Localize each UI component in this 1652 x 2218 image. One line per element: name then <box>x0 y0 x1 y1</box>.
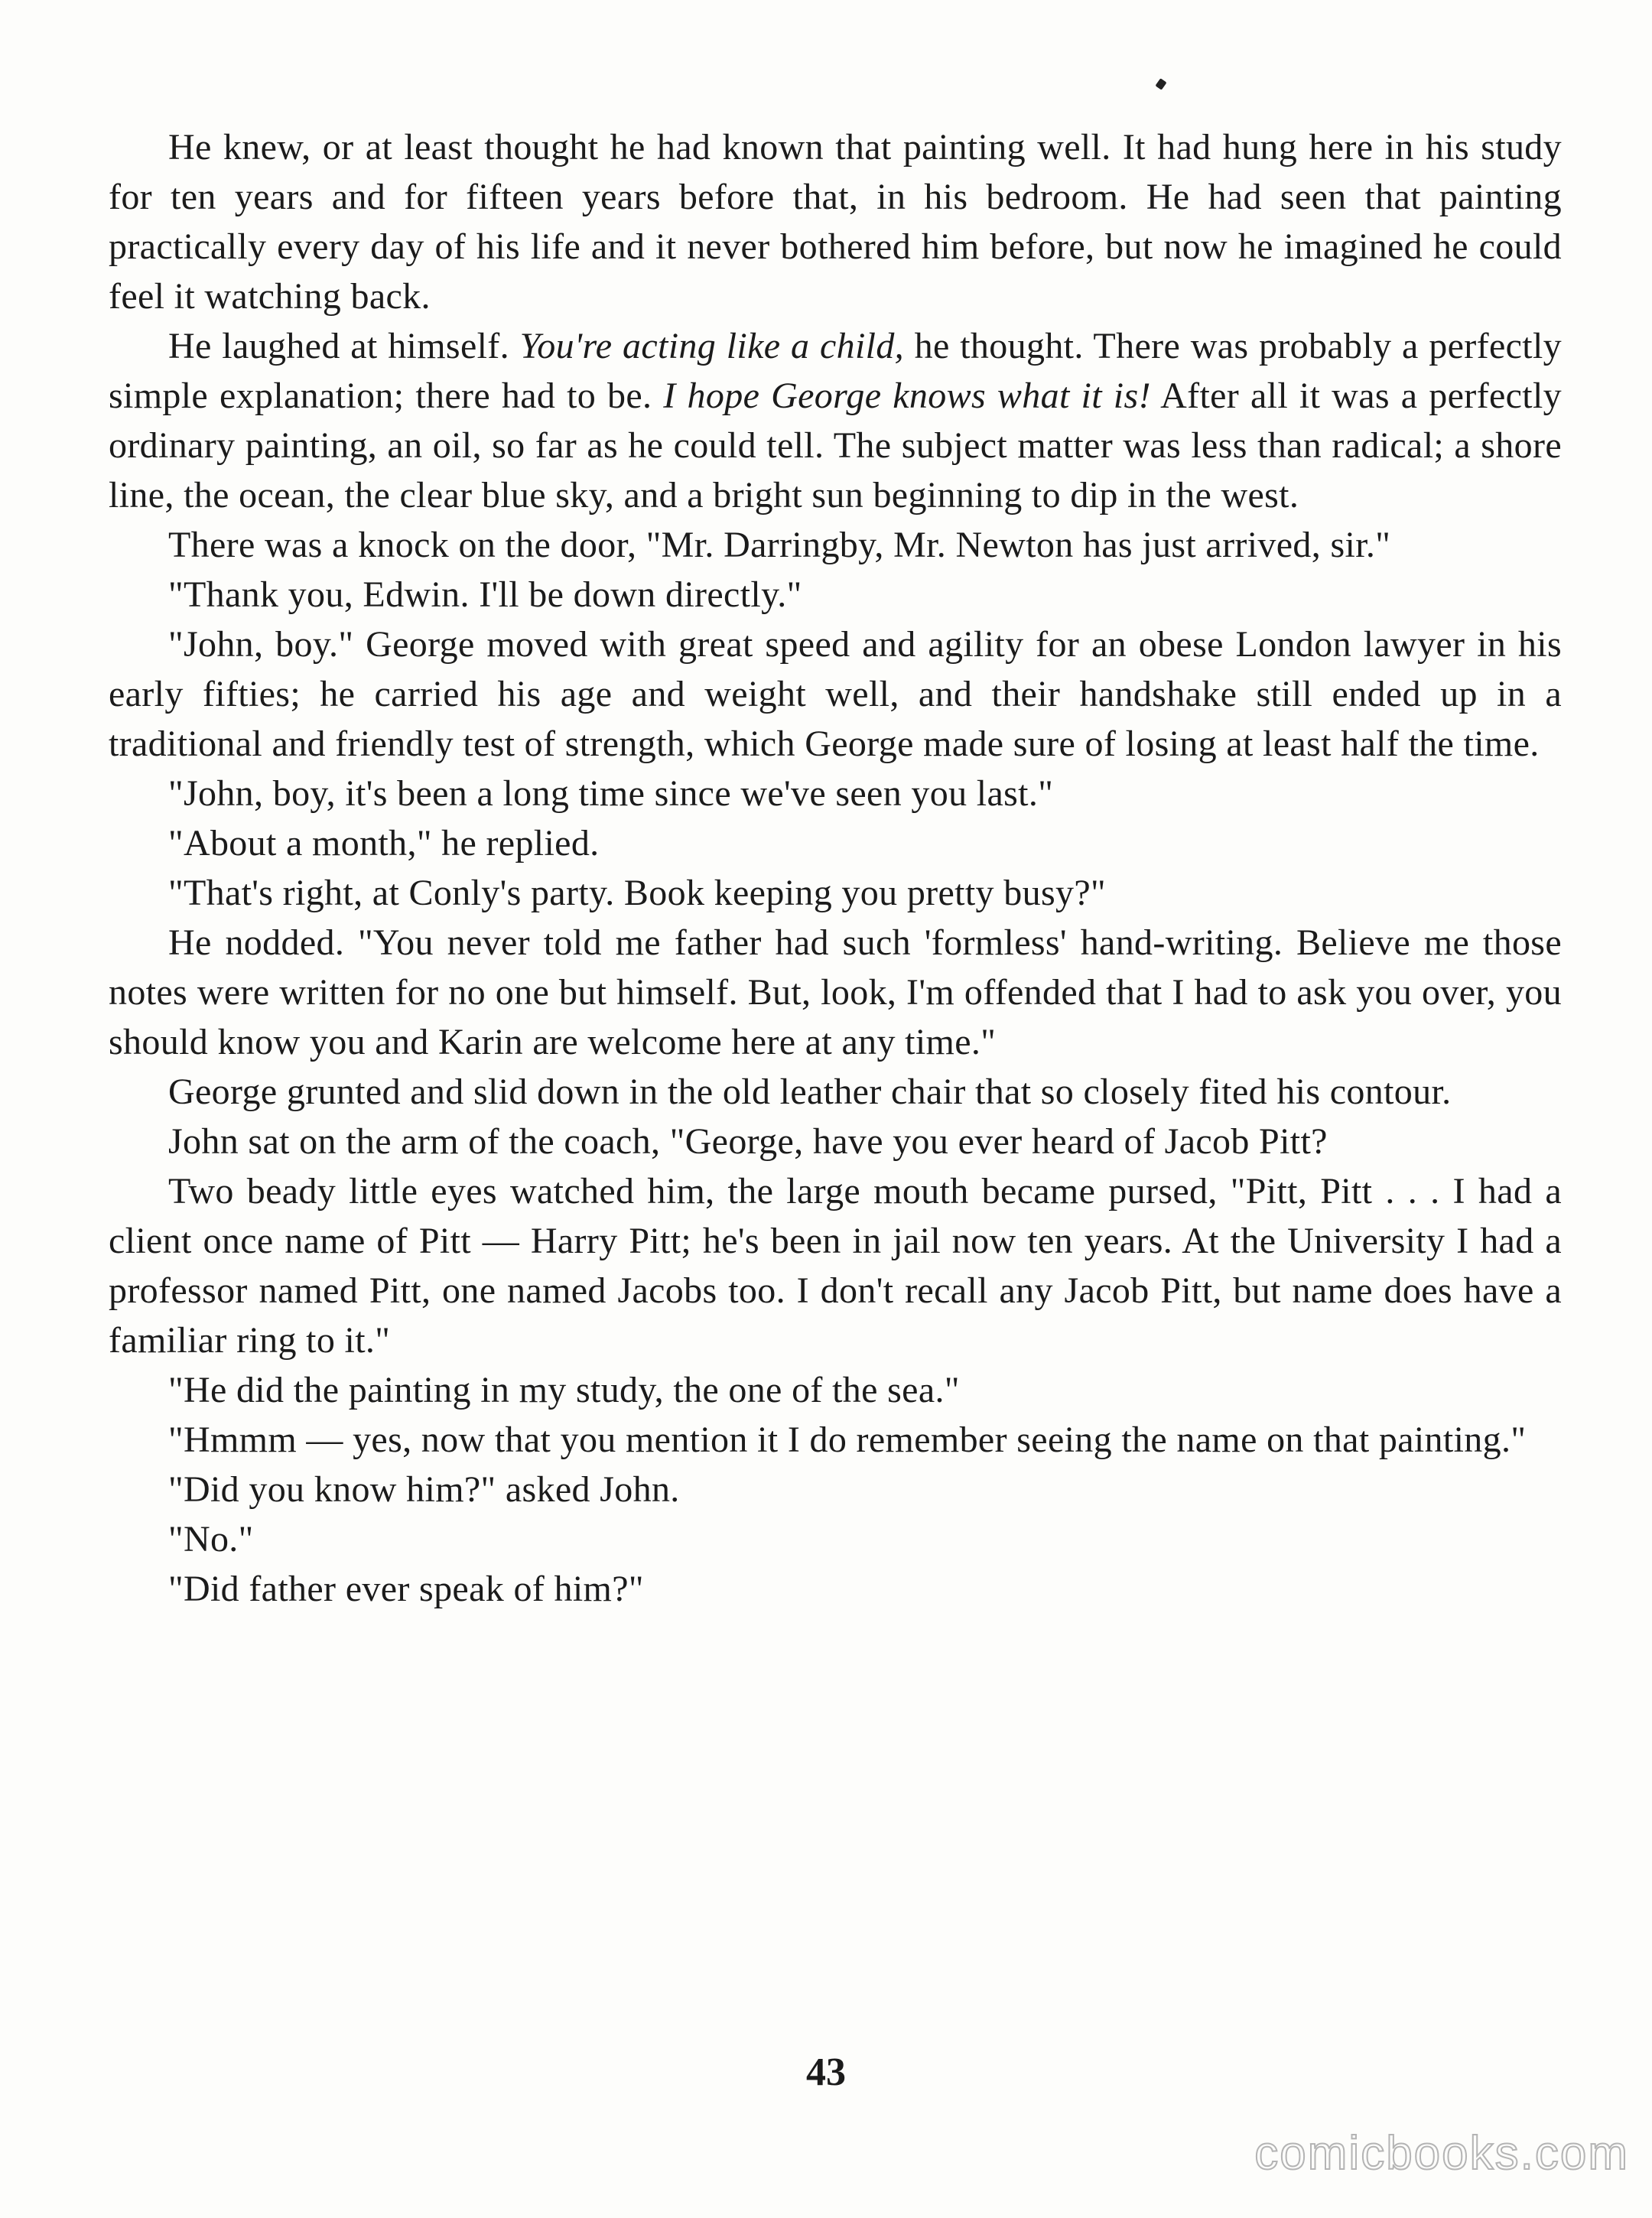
watermark-logo: comicbooks.com <box>1254 2127 1629 2180</box>
paragraph-text: "No." <box>168 1519 254 1559</box>
paragraph-text: "He did the painting in my study, the one of the sea." <box>168 1370 960 1410</box>
paragraph-text: "About a month," he replied. <box>168 823 600 863</box>
paragraph <box>109 1465 1562 1514</box>
italic-thought-text: I hope George knows what it is! <box>663 376 1151 416</box>
paragraph-text: "Did you know him?" asked John. <box>168 1469 680 1510</box>
paragraph-text: He laughed at himself. <box>168 326 520 366</box>
paragraph <box>109 1415 1562 1465</box>
paragraph <box>109 321 1562 520</box>
paragraph <box>109 1067 1562 1117</box>
paragraph <box>109 1514 1562 1564</box>
paragraph-text: "John, boy." George moved with great speed and agility for an obese London lawyer in his early fifties; he carried his age and weight well, and their handshake still ended up in a traditional and friendly test of strength, which George made sure of losing at least half the time. <box>109 624 1562 764</box>
paragraph <box>109 1365 1562 1415</box>
italic-thought-text: You're acting like a child, <box>519 326 905 366</box>
paragraph-text: "Did father ever speak of him?" <box>168 1569 644 1609</box>
paragraph-text: There was a knock on the door, "Mr. Darringby, Mr. Newton has just arrived, sir." <box>168 525 1391 565</box>
paragraph-text: Two beady little eyes watched him, the large mouth became pursed, "Pitt, Pitt . . . I had a client once name of Pitt — Harry Pitt; he's been in jail now ten years. At the University I had a professor named Pitt, one named Jacobs too. I don't recall any Jacob Pitt, but name does have a familiar ring to it." <box>109 1171 1562 1361</box>
paragraph-text: "That's right, at Conly's party. Book keeping you pretty busy?" <box>168 873 1106 913</box>
stray-ink-mark <box>1155 78 1166 90</box>
page-number: 43 <box>806 2051 846 2094</box>
paragraph <box>109 1166 1562 1365</box>
paragraph-text: George grunted and slid down in the old leather chair that so closely fited his contour. <box>168 1072 1452 1112</box>
paragraph-text: He knew, or at least thought he had known that painting well. It had hung here in his study for ten years and for fifteen years before that, in his bedroom. He had seen that painting practically every day of his life and it never bothered him before, but now he imagined he could feel it watching back. <box>109 127 1562 317</box>
paragraph <box>109 818 1562 868</box>
paragraph <box>109 769 1562 818</box>
paragraph-text: John sat on the arm of the coach, "George, have you ever heard of Jacob Pitt? <box>168 1121 1328 1162</box>
paragraph <box>109 1564 1562 1614</box>
paragraph <box>109 122 1562 321</box>
paragraph <box>109 1117 1562 1166</box>
paragraph <box>109 620 1562 769</box>
paragraph <box>109 868 1562 918</box>
paragraph <box>109 570 1562 620</box>
paragraph-text: After all it was a perfectly ordinary painting, an oil, so far as he could tell. The subject matter was less than radical; a shore line, the ocean, the clear blue sky, and a bright sun beginning to dip in the west. <box>109 376 1563 515</box>
story-text <box>109 122 1562 1614</box>
paragraph <box>109 918 1562 1067</box>
paragraph-text: he thought. There was probably a perfectly simple explanation; there had to be. <box>109 326 1562 416</box>
paragraph-text: "John, boy, it's been a long time since we've seen you last." <box>168 773 1054 814</box>
paragraph-text: "Hmmm — yes, now that you mention it I do remember seeing the name on that painting." <box>168 1420 1527 1460</box>
paragraph-text: He nodded. "You never told me father had such 'formless' hand-writing. Believe me those notes were written for no one but himself. But, look, I'm offended that I had to ask you over, you should know you and Karin are welcome here at any time." <box>109 922 1562 1062</box>
paragraph-text: "Thank you, Edwin. I'll be down directly." <box>168 574 802 615</box>
paragraph <box>109 520 1562 570</box>
